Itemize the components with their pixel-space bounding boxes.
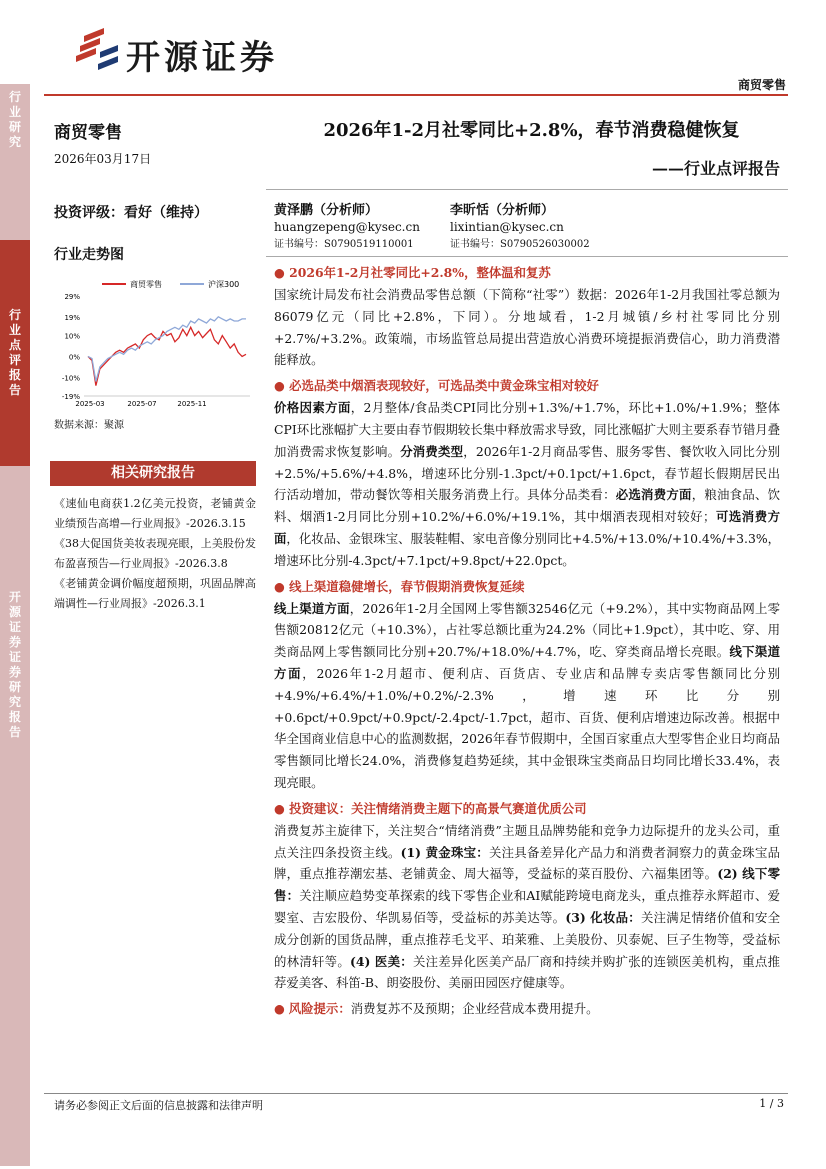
analyst-email[interactable]: lixintian@kysec.cn bbox=[450, 220, 564, 234]
section-paragraph: 消费复苏主旋律下，关注契合“情绪消费”主题且品牌势能和竞争力边际提升的龙头公司，重点关注四条投资主线。(1) 黄金珠宝：关注具备差异化产品力和消费者洞察力的黄金珠宝品牌，重点推荐潮宏基、老铺黄金、周大福等，受益标的菜百股份、六福集团等。(2) 线下零售：关注顺应趋势变革探索的线下零售企业和AI赋能跨境电商龙头，重点推荐永辉超市、爱婴室、吉宏股份、华凯易佰等，受益标的苏美达等。(3) 化妆品：关注满足情绪价值和安全成分创新的国货品牌，重点推荐毛戈平、珀莱雅、上美股份、贝泰妮、巨子生物等，受益标的林清轩等。(4) 医美：关注差异化医美产品厂商和持续并购扩张的连锁医美机构，重点推荐爱美客、科笛-B、朗姿股份、美丽田园医疗健康等。 bbox=[274, 822, 781, 991]
y-tick-label: 10% bbox=[64, 332, 80, 341]
logo-text: 开源证券 bbox=[126, 38, 278, 78]
footer-disclaimer: 请务必参阅正文后面的信息披露和法律声明 bbox=[54, 1099, 263, 1112]
section-paragraph: 价格因素方面，2月整体/食品类CPI同比分别+1.3%/+1.7%，环比+1.0%/+1.9%；整体CPI环比涨幅扩大主要由春节假期较长集中释放需求导致，同比涨幅扩大则主要系春节错月叠加消费需求恢复影响。分消费类型，2026年1-2月商品零售、服务零售、餐饮收入同比分别+2.5%/+5.6%/+4.8%，增速环比分别-1.3pct/+0.1pct/+1.6pct，春节超长假期居民出行活动增加，带动餐饮等相关服务消费上行。具体分品类看：必选消费方面，粮油食品、饮料、烟酒1-2月同比分别+10.2%/+6.0%/+19.1%，其中烟酒表现相对较好；可选消费方面，化妆品、金银珠宝、服装鞋帽、家电音像分别同比+4.5%/+13.0%/+10.4%/+3.3%，增速环比分别-4.3pct/+7.1pct/+9.8pct/+22.0pct。 bbox=[274, 400, 781, 568]
analyst-name: 李昕恬（分析师） bbox=[450, 203, 555, 218]
related-reports-list bbox=[54, 494, 256, 614]
section-heading: ● 投资建议：关注情绪消费主题下的高景气赛道优质公司 bbox=[274, 800, 587, 816]
title-divider bbox=[266, 189, 788, 190]
side-tab-brand: 开源证券 证券研究报告 bbox=[0, 466, 30, 1166]
section-paragraph: 线上渠道方面，2026年1-2月全国网上零售额32546亿元（+9.2%），其中实物商品网上零售额20812亿元（+10.3%），占社零总额比重为24.2%（同比+1.9pct），其中吃、穿、用类商品网上零售额同比分别+20.7%/+18.0%/+4.7%，吃、穿类商品增长亮眼。线下渠道方面，2026年1-2月超市、便利店、百货店、专业店和品牌专卖店零售额同比分别+4.9%/+6.4%/+1.0%/+0.2%/-2.3%，增速环比分别+0.6pct/+0.9pct/+0.9pct/-2.4pct/-1.7pct，超市、百货、便利店增速边际改善。根据中华全国商业信息中心的监测数据，2026年春节假期中，全国百家重点大型零售企业日均商品零售额同比增长24.0%，消费修复趋势延续，其中金银珠宝类商品日均同比增长33.4%，表现亮眼。 bbox=[274, 600, 781, 790]
x-tick-label: 2025-03 bbox=[75, 400, 105, 408]
section-heading: ● 线上渠道稳健增长，春节假期消费恢复延续 bbox=[274, 578, 525, 594]
investment-rating: 投资评级：看好（维持） bbox=[54, 205, 208, 221]
chart-legend bbox=[102, 279, 239, 289]
report-date: 2026年03月17日 bbox=[54, 152, 152, 166]
sector-title: 商贸零售 bbox=[54, 123, 122, 143]
report-subtitle: ——行业点评报告 bbox=[651, 159, 780, 178]
header-divider bbox=[44, 94, 788, 96]
page-number: 1 / 3 bbox=[759, 1097, 784, 1110]
series-line-csi300 bbox=[88, 317, 246, 382]
legend-label-retail: 商贸零售 bbox=[130, 280, 162, 289]
related-report-item[interactable]: 《速仙电商获1.2亿美元投资，老铺黄金业绩预告高增—行业周报》-2026.3.15 bbox=[54, 497, 256, 530]
risk-warning: ● 风险提示：消费复苏不及预期；企业经营成本费用提升。 bbox=[274, 1001, 599, 1017]
y-tick-label: 29% bbox=[64, 293, 80, 301]
x-tick-label: 2025-07 bbox=[127, 400, 157, 408]
section-paragraph: 国家统计局发布社会消费品零售总额（下简称“社零”）数据：2026年1-2月我国社零总额为86079亿元（同比+2.8%，下同）。分地域看，1-2月城镇/乡村社零同比分别+2.7%/+3.2%。政策端，市场监管总局提出营造放心消费环境提振消费信心，助力消费潜能释放。 bbox=[274, 287, 780, 368]
related-reports-title: 相关研究报告 bbox=[50, 461, 256, 486]
header-category: 商贸零售 bbox=[737, 78, 786, 92]
section-heading: ● 2026年1-2月社零同比+2.8%，整体温和复苏 bbox=[274, 265, 551, 280]
analyst-cert: 证书编号：S0790519110001 bbox=[274, 239, 414, 250]
y-tick-label: 19% bbox=[64, 313, 80, 322]
related-report-item[interactable]: 《老铺黄金调价幅度超预期，巩固品牌高端调性—行业周报》-2026.3.1 bbox=[54, 577, 256, 610]
related-report-item[interactable]: 《38大促国货美妆表现亮眼，上美股份发布盈喜预告—行业周报》-2026.3.8 bbox=[54, 537, 256, 570]
analyst-email[interactable]: huangzepeng@kysec.cn bbox=[274, 220, 420, 234]
trend-title: 行业走势图 bbox=[54, 247, 124, 263]
report-title: 2026年1-2月社零同比+2.8%，春节消费稳健恢复 bbox=[323, 120, 740, 141]
x-tick-label: 2025-11 bbox=[177, 400, 207, 408]
y-tick-label: -19% bbox=[61, 393, 80, 401]
legend-label-csi300: 沪深300 bbox=[208, 280, 240, 289]
chart-source: 数据来源：聚源 bbox=[54, 420, 124, 431]
analyst-name: 黄泽鹏（分析师） bbox=[274, 203, 379, 218]
side-tab-industry-research: 行业研究 bbox=[0, 84, 30, 240]
logo-mark-icon bbox=[74, 26, 120, 76]
footer-divider bbox=[44, 1093, 788, 1094]
y-tick-label: 0% bbox=[68, 353, 80, 362]
report-body bbox=[274, 262, 780, 1020]
analyst-divider bbox=[266, 256, 788, 257]
analyst-cert: 证书编号：S0790526030002 bbox=[450, 239, 590, 250]
analyst-card bbox=[274, 202, 420, 253]
trend-chart bbox=[50, 274, 258, 410]
y-tick-label: -10% bbox=[61, 374, 80, 383]
analyst-card bbox=[450, 202, 590, 253]
side-tab-report-type: 行业点评报告 bbox=[0, 240, 30, 466]
section-heading: ● 必选品类中烟酒表现较好，可选品类中黄金珠宝相对较好 bbox=[274, 378, 599, 394]
